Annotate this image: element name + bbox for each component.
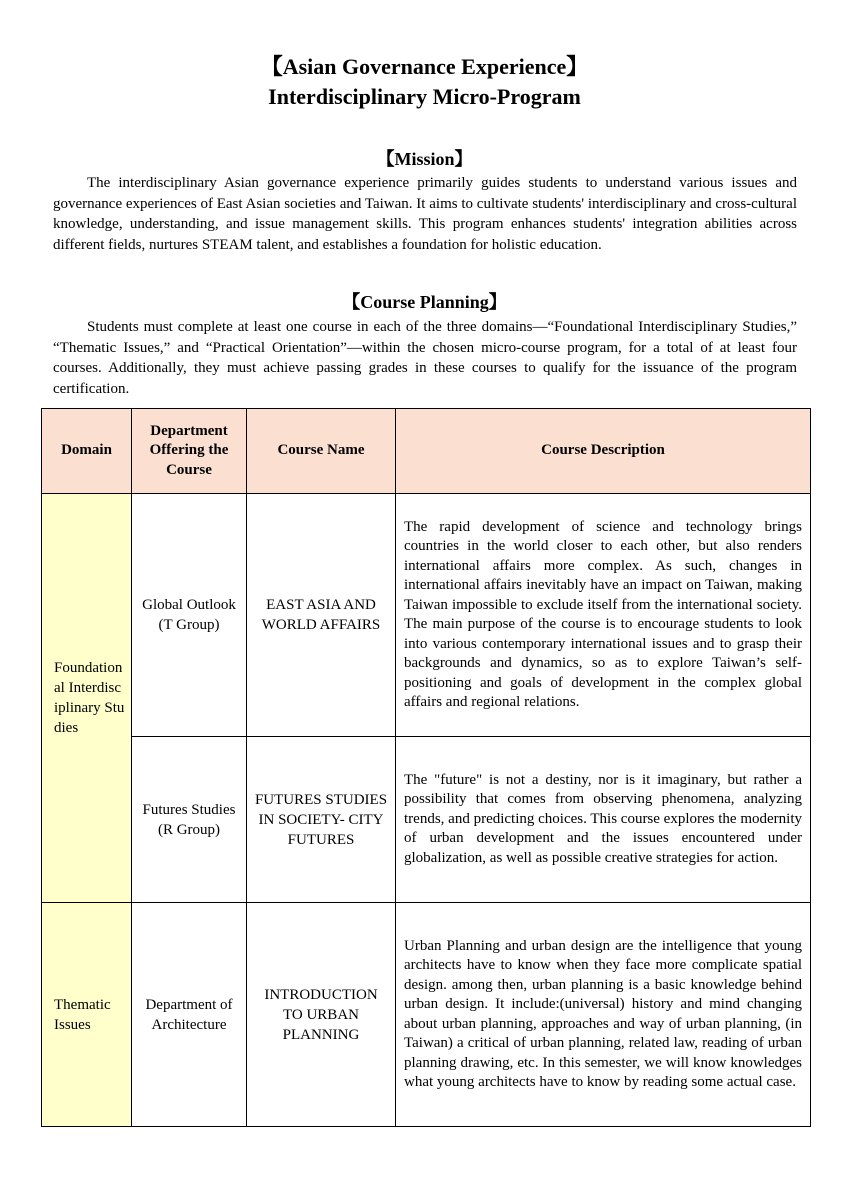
document-title: 【Asian Governance Experience】: [260, 54, 589, 79]
course-description-cell: The rapid development of science and technology brings countries in the world closer to each other, but also renders international affairs more complex. As such, changes in international affairs inevitably have an impact on Taiwan, making Taiwan impossible to exclude itself from the international society. The main purpose of the course is to encourage students to look into various contemporary international issues and to grasp their backgrounds and dynamics, so as to explore Taiwan’s self-positioning and goals of development in the complex global affairs and regional relations.: [396, 494, 811, 737]
course-description-cell: The "future" is not a destiny, nor is it imaginary, but rather a possibility that comes from observing phenomena, analyzing trends, and predicting choices. This course explores the modernity of urban development and the issues encountered under globalization, as well as possible creative strategies for action.: [396, 737, 811, 903]
course-table: [41, 408, 811, 1127]
department-cell: Futures Studies (R Group): [132, 737, 247, 903]
course-name-cell: FUTURES STUDIES IN SOCIETY- CITY FUTURES: [247, 737, 396, 903]
course-description-cell: Urban Planning and urban design are the intelligence that young architects have to know when they face more complicate spatial design. among then, urban planning is a basic knowledge behind urban design. It include:(universal) history and mind changing about urban planning, approaches and way of urban planning, (in Taiwan) a critical of urban planning, related law, reading of urban planning drawing, etc. In this semester, we will know knowledges what young architects have to know by reading some actual case.: [396, 903, 811, 1127]
table-header-row: [42, 409, 811, 494]
document-subtitle: Interdisciplinary Micro-Program: [268, 84, 581, 109]
header-course-name: Course Name: [247, 409, 396, 494]
table-row: [42, 737, 811, 903]
header-department: Department Offering the Course: [132, 409, 247, 494]
header-course-description: Course Description: [396, 409, 811, 494]
table-row: [42, 903, 811, 1127]
course-name-cell: INTRODUCTION TO URBAN PLANNING: [247, 903, 396, 1127]
header-domain: Domain: [42, 409, 132, 494]
department-cell: Department of Architecture: [132, 903, 247, 1127]
course-planning-heading: 【Course Planning】: [342, 292, 507, 312]
course-name-cell: EAST ASIA AND WORLD AFFAIRS: [247, 494, 396, 737]
mission-paragraph: The interdisciplinary Asian governance experience primarily guides students to understand various issues and governance experiences of East Asian societies and Taiwan. It aims to cultivate students' interdisciplinary and cross-cultural knowledge, understanding, and issue management skills. This program enhances students' integration abilities across different fields, nurtures STEAM talent, and establishes a foundation for holistic education.: [53, 175, 797, 253]
department-cell: Global Outlook (T Group): [132, 494, 247, 737]
domain-cell: Thematic Issues: [42, 903, 132, 1127]
course-planning-paragraph: Students must complete at least one course in each of the three domains—“Foundational Interdisciplinary Studies,” “Thematic Issues,” and “Practical Orientation”—within the chosen micro-course program, for a total of at least four courses. Additionally, they must achieve passing grades in these courses to qualify for the issuance of the program certification.: [53, 319, 797, 397]
mission-heading: 【Mission】: [376, 149, 473, 169]
table-row: [42, 494, 811, 737]
domain-cell: Foundational Interdisciplinary Studies: [42, 494, 132, 903]
